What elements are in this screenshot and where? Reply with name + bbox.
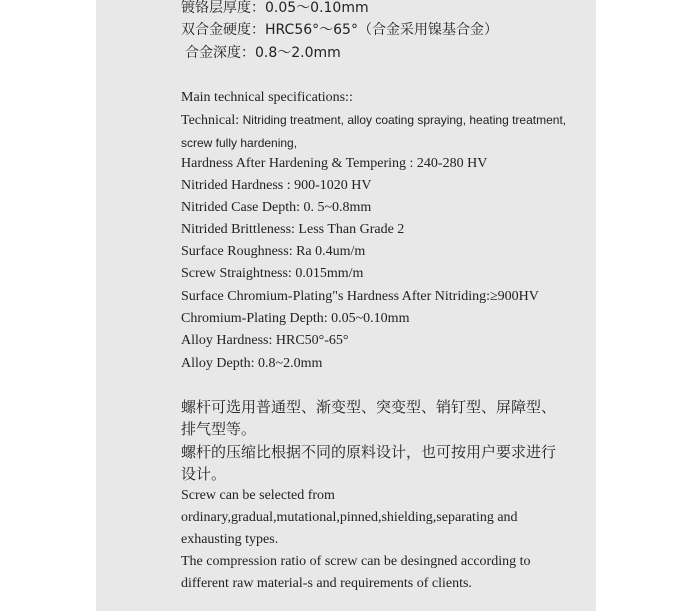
specs-heading: Main technical specifications:: bbox=[181, 90, 353, 105]
spec-item: Hardness After Hardening & Tempering : 240-280 HV bbox=[181, 156, 488, 171]
screw-types-cn-line3: 螺杆的压缩比根据不同的原料设计，也可按用户要求进行 bbox=[181, 443, 557, 461]
technical-text-2: screw fully hardening, bbox=[181, 136, 298, 150]
spec-item: Chromium-Plating Depth: 0.05~0.10mm bbox=[181, 311, 410, 326]
spec-item: Alloy Hardness: HRC50°-65° bbox=[181, 333, 349, 348]
screw-types-en-line2: ordinary,gradual,mutational,pinned,shielding,separating and bbox=[181, 510, 518, 525]
screw-types-en-line3: exhausting types. bbox=[181, 532, 279, 547]
spec-item: Nitrided Case Depth: 0. 5~0.8mm bbox=[181, 200, 372, 215]
compression-ratio-line2: different raw material-s and requirements of clients. bbox=[181, 576, 472, 591]
screw-types-cn-line4: 设计。 bbox=[181, 465, 227, 483]
spec-item: Surface Roughness: Ra 0.4um/m bbox=[181, 244, 366, 259]
compression-ratio-line1: The compression ratio of screw can be desingned according to bbox=[181, 554, 531, 569]
spec-item: Alloy Depth: 0.8~2.0mm bbox=[181, 356, 323, 371]
spec-item: Nitrided Brittleness: Less Than Grade 2 bbox=[181, 222, 405, 237]
chrome-thickness-cn: 镀铬层厚度：0.05～0.10mm bbox=[181, 0, 369, 16]
technical-text-1: Nitriding treatment, alloy coating spraying, heating treatment, bbox=[242, 113, 567, 127]
spec-item: Surface Chromium-Plating"s Hardness After Nitriding:≥900HV bbox=[181, 289, 539, 304]
alloy-depth-cn: 合金深度：0.8～2.0mm bbox=[185, 45, 341, 61]
technical-line-1 bbox=[181, 111, 566, 130]
screw-types-cn-line2: 排气型等。 bbox=[181, 420, 257, 438]
screw-types-en-line1: Screw can be selected from bbox=[181, 488, 335, 503]
spec-item: Screw Straightness: 0.015mm/m bbox=[181, 266, 364, 281]
technical-label: Technical: bbox=[181, 113, 243, 128]
screw-types-cn-line1: 螺杆可选用普通型、渐变型、突变型、销钉型、屏障型、 bbox=[181, 398, 557, 416]
spec-item: Nitrided Hardness : 900-1020 HV bbox=[181, 178, 372, 193]
double-alloy-hardness-cn: 双合金硬度：HRC56°～65°（合金采用镍基合金） bbox=[181, 22, 498, 38]
